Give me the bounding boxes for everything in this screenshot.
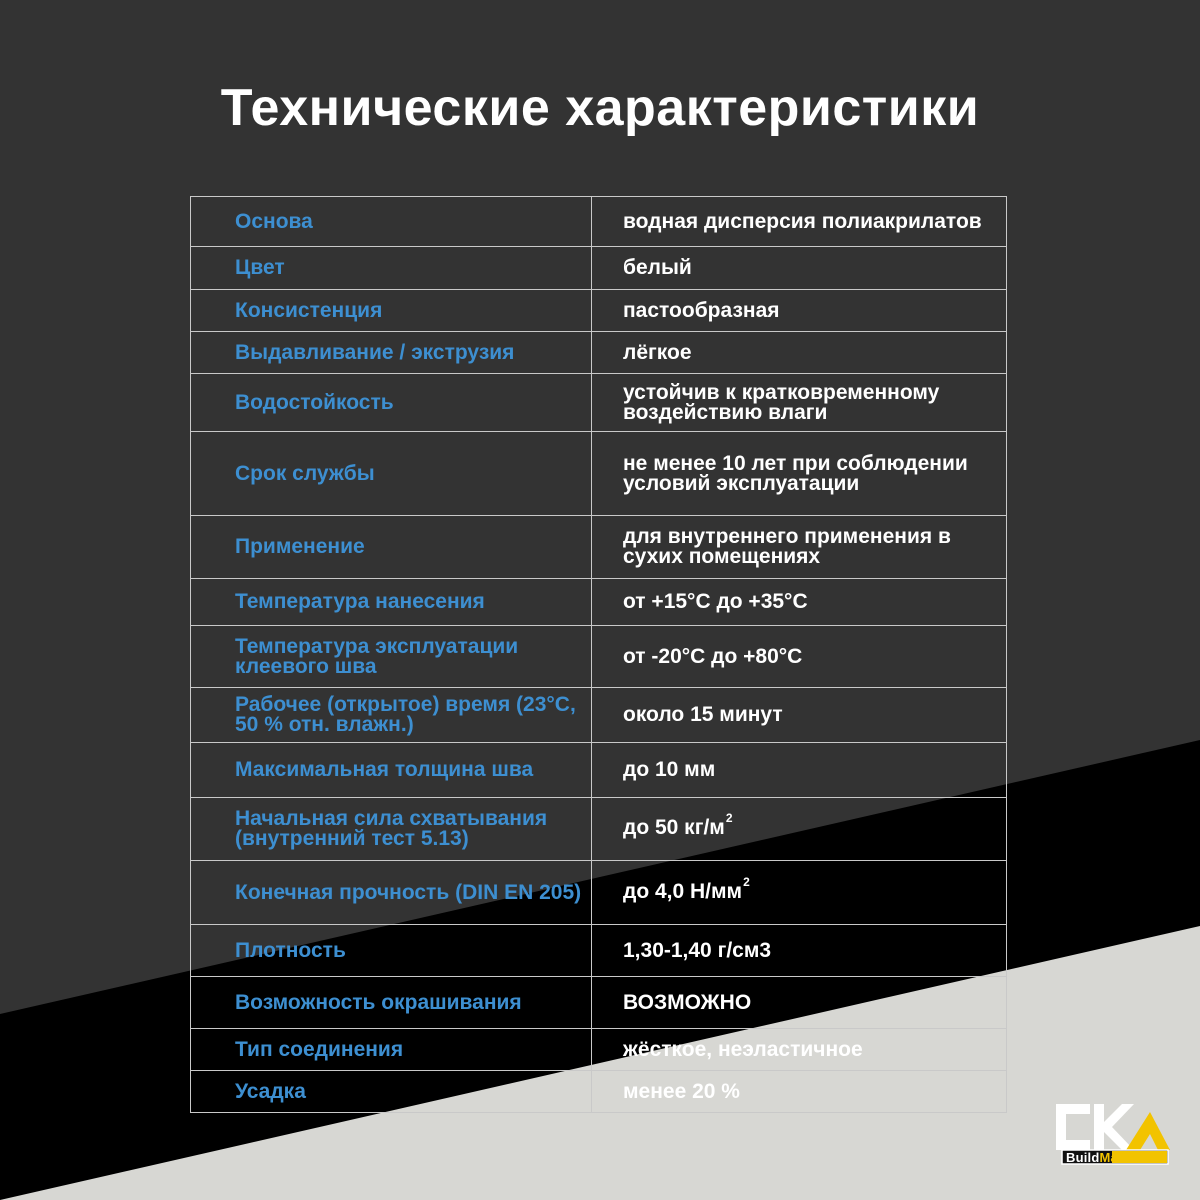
spec-row (191, 197, 1007, 247)
spec-value-text: устойчив к кратковременному воздействию влаги (623, 380, 940, 424)
spec-row (191, 688, 1007, 743)
spec-value (592, 743, 1007, 798)
spec-row (191, 247, 1007, 290)
spec-value-text: 1,30-1,40 г/см3 (623, 938, 772, 962)
spec-label: Конечная прочность (DIN EN 205) (191, 861, 592, 925)
spec-label: Начальная сила схватывания (внутренний тест 5.13) (191, 798, 592, 861)
spec-value (592, 925, 1007, 977)
spec-value (592, 432, 1007, 516)
spec-row (191, 743, 1007, 798)
spec-value-text: не менее 10 лет при соблюдении условий эксплуатации (623, 451, 968, 495)
spec-value-superscript: 2 (725, 811, 733, 825)
spec-value-text: до 10 мм (623, 758, 716, 781)
spec-value-text: белый (623, 256, 692, 279)
spec-row (191, 861, 1007, 925)
spec-value-text: от -20°С до +80°С (623, 644, 803, 668)
spec-value (592, 626, 1007, 688)
spec-value-text: от +15°С до +35°С (623, 590, 808, 613)
spec-row (191, 798, 1007, 861)
spec-value-text: пастообразная (623, 298, 780, 322)
logo-wordmark (1066, 1150, 1143, 1165)
spec-value-text: жёсткое, неэластичное (623, 1037, 863, 1061)
spec-value (592, 290, 1007, 332)
spec-value-text: ВОЗМОЖНО (623, 990, 752, 1014)
spec-value (592, 1029, 1007, 1071)
spec-row (191, 1029, 1007, 1071)
spec-row (191, 579, 1007, 626)
spec-label: Применение (191, 516, 592, 579)
spec-value (592, 332, 1007, 374)
spec-value (592, 798, 1007, 861)
spec-row (191, 516, 1007, 579)
spec-value (592, 688, 1007, 743)
spec-label: Плотность (191, 925, 592, 977)
spec-value-text: лёгкое (623, 340, 692, 364)
spec-value (592, 247, 1007, 290)
spec-value (592, 197, 1007, 247)
logo-text-master: Master (1099, 1150, 1143, 1165)
spec-value (592, 861, 1007, 925)
specs-table (190, 196, 1007, 1113)
spec-value-text: водная дисперсия полиакрилатов (623, 209, 982, 233)
spec-value-text: до 50 кг/м (623, 816, 725, 839)
spec-value-text: менее 20 % (623, 1079, 740, 1103)
spec-value (592, 977, 1007, 1029)
spec-row (191, 626, 1007, 688)
spec-row (191, 977, 1007, 1029)
spec-label: Цвет (191, 247, 592, 290)
spec-label: Водостойкость (191, 374, 592, 432)
spec-row (191, 1071, 1007, 1113)
spec-label: Выдавливание / экструзия (191, 332, 592, 374)
spec-label: Консистенция (191, 290, 592, 332)
spec-row (191, 290, 1007, 332)
spec-label: Усадка (191, 1071, 592, 1113)
spec-label: Температура эксплуатации клеевого шва (191, 626, 592, 688)
spec-value-text: для внутреннего применения в сухих помещениях (623, 525, 951, 568)
spec-row (191, 374, 1007, 432)
spec-value (592, 516, 1007, 579)
spec-label: Температура нанесения (191, 579, 592, 626)
spec-label: Срок службы (191, 432, 592, 516)
spec-row (191, 925, 1007, 977)
spec-value-superscript: 2 (743, 874, 750, 889)
spec-label: Основа (191, 197, 592, 247)
page-title: Технические характеристики (220, 79, 980, 137)
spec-value (592, 579, 1007, 626)
spec-label: Тип соединения (191, 1029, 592, 1071)
spec-value-text: до 4,0 Н/мм (623, 879, 743, 903)
spec-value (592, 374, 1007, 432)
logo-text-build: Build (1066, 1150, 1100, 1165)
spec-row (191, 332, 1007, 374)
spec-value (592, 1071, 1007, 1113)
spec-label: Возможность окрашивания (191, 977, 592, 1029)
spec-label: Максимальная толщина шва (191, 743, 592, 798)
spec-value-text: около 15 минут (623, 703, 783, 726)
spec-label: Рабочее (открытое) время (23°С, 50 % отн. влажн.) (191, 688, 592, 743)
spec-row (191, 432, 1007, 516)
